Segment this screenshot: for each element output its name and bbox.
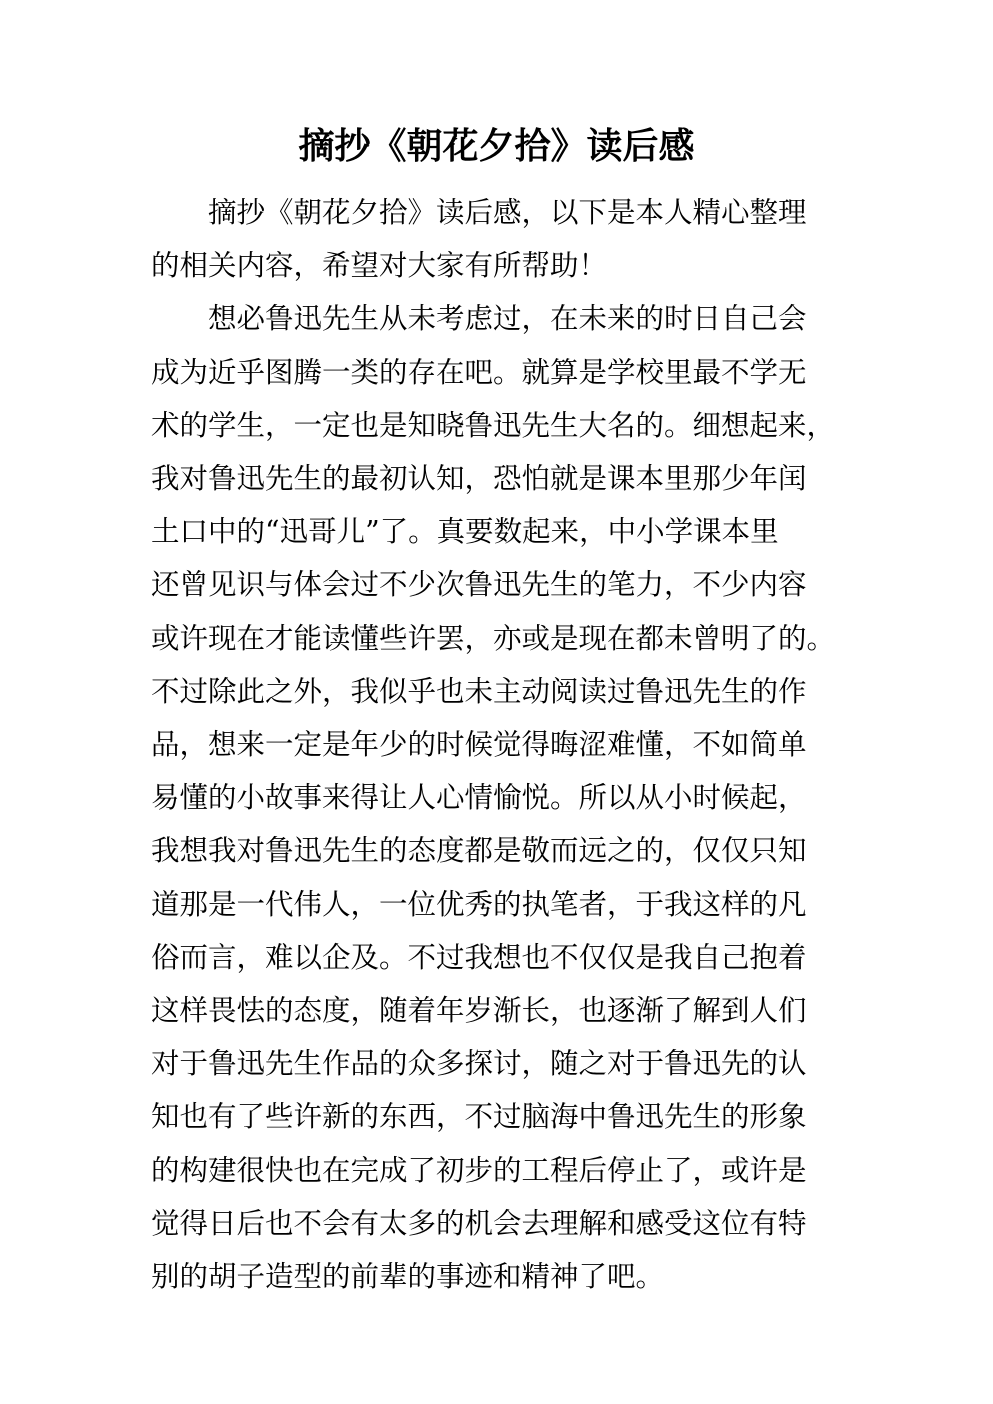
text-line: 这样畏怯的态度，随着年岁渐长，也逐渐了解到人们 bbox=[151, 994, 807, 1028]
text-line: 土口中的“迅哥儿”了。真要数起来，中小学课本里 bbox=[151, 515, 779, 549]
paragraph-intro bbox=[151, 186, 841, 292]
text-line: 觉得日后也不会有太多的机会去理解和感受这位有特 bbox=[151, 1206, 807, 1240]
text-line: 成为近乎图腾一类的存在吧。就算是学校里最不学无 bbox=[151, 355, 807, 389]
text-line: 知也有了些许新的东西，不过脑海中鲁迅先生的形象 bbox=[151, 1100, 807, 1134]
text-line: 对于鲁迅先生作品的众多探讨，随之对于鲁迅先的认 bbox=[151, 1047, 807, 1081]
text-line: 俗而言，难以企及。不过我想也不仅仅是我自己抱着 bbox=[151, 940, 807, 974]
text-line: 品，想来一定是年少的时候觉得晦涩难懂，不如简单 bbox=[151, 728, 807, 762]
text-line: 想必鲁迅先生从未考虑过，在未来的时日自己会 bbox=[208, 302, 807, 336]
paragraph-main bbox=[151, 292, 841, 1303]
document-body bbox=[151, 186, 841, 1303]
text-line: 我对鲁迅先生的最初认知，恐怕就是课本里那少年闰 bbox=[151, 462, 807, 496]
text-line: 或许现在才能读懂些许罢，亦或是现在都未曾明了的。 bbox=[151, 621, 836, 655]
text-line: 术的学生，一定也是知晓鲁迅先生大名的。细想起来， bbox=[151, 408, 836, 442]
text-line: 易懂的小故事来得让人心情愉悦。所以从小时候起， bbox=[151, 781, 807, 815]
document-title: 摘抄《朝花夕拾》读后感 bbox=[298, 126, 695, 167]
text-line: 的相关内容，希望对大家有所帮助！ bbox=[151, 249, 608, 283]
text-line: 道那是一代伟人，一位优秀的执笔者，于我这样的凡 bbox=[151, 887, 807, 921]
text-line: 的构建很快也在完成了初步的工程后停止了，或许是 bbox=[151, 1153, 807, 1187]
text-line: 不过除此之外，我似乎也未主动阅读过鲁迅先生的作 bbox=[151, 674, 807, 708]
text-line: 摘抄《朝花夕拾》读后感，以下是本人精心整理 bbox=[208, 196, 807, 229]
text-line: 我想我对鲁迅先生的态度都是敬而远之的，仅仅只知 bbox=[151, 834, 807, 868]
text-line: 还曾见识与体会过不少次鲁迅先生的笔力，不少内容 bbox=[151, 568, 807, 602]
text-line: 别的胡子造型的前辈的事迹和精神了吧。 bbox=[151, 1260, 665, 1294]
